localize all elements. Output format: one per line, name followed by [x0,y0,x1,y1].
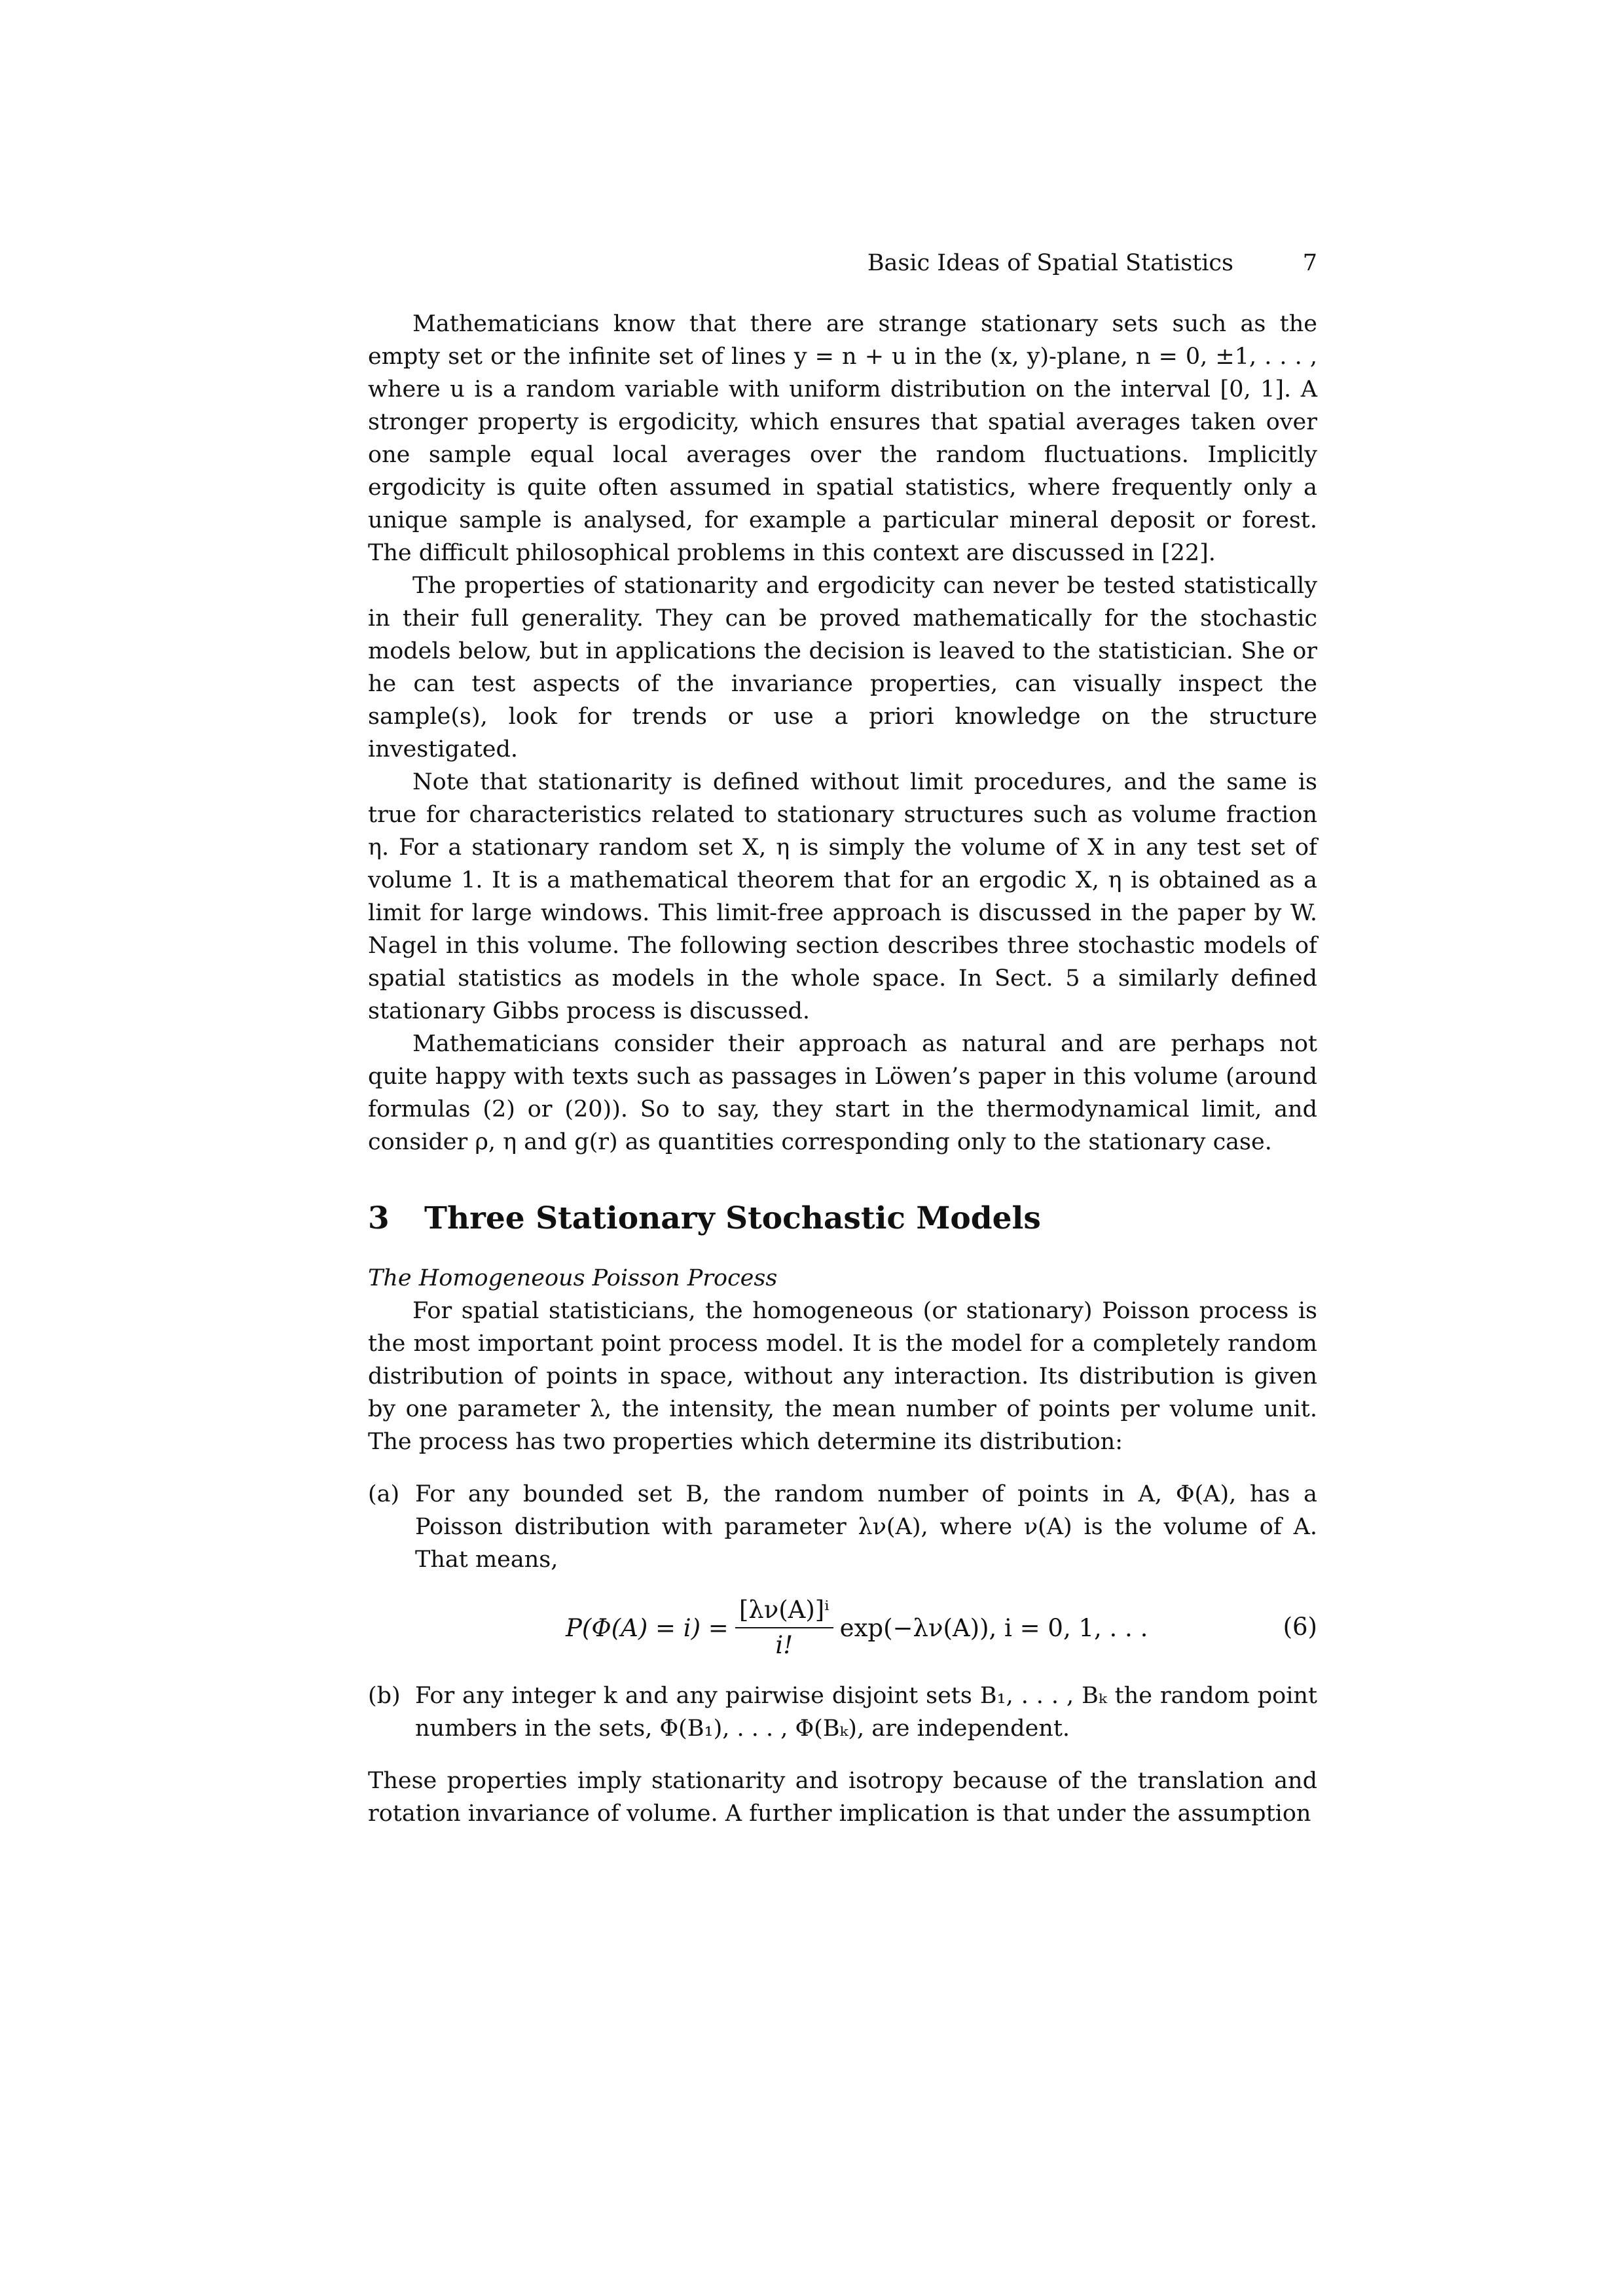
body-text [368,308,1317,1158]
list-item [368,1679,1317,1745]
final-paragraph: These properties imply stationarity and isotropy because of the translation and rotation invariance of volume. A further implication is that under the assumption [368,1768,1317,1827]
paragraph: Mathematicians consider their approach as natural and are perhaps not quite happy with texts such as passages in Löwen’s paper in this volume (around formulas (2) or (20)). So to say, they start in the thermodynamical limit, and consider ρ, η and g(r) as quantities corresponding only to the stationary case. [368,1031,1317,1155]
equation-number: (6) [1283,1613,1317,1641]
equation [566,1596,1148,1660]
intro-paragraph: For spatial statisticians, the homogeneous (or stationary) Poisson process is the most important point process model. It is the model for a completely random distribution of points in space, without any interaction. Its distribution is given by one parameter λ, the intensity, the mean number of points per volume unit. The process has two properties which determine its distribution: [368,1298,1317,1455]
equation-denominator: i! [775,1631,793,1659]
page-number: 7 [1302,250,1317,276]
list-item-label: (a) [368,1481,400,1507]
section-heading [368,1199,1317,1238]
list-item-text: For any bounded set B, the random number of points in A, Φ(A), has a Poisson distribution with parameter λν(A), where ν(A) is the volume of A. That means, [415,1481,1317,1573]
running-title: Basic Ideas of Spatial Statistics [867,250,1233,276]
page [368,243,1317,1830]
property-list [368,1478,1317,1745]
list-item-label: (b) [368,1683,401,1709]
subsection-title: The Homogeneous Poisson Process [368,1265,778,1291]
list-item-text: For any integer k and any pairwise disjoint sets B₁, . . . , Bₖ the random point numbers in the sets, Φ(B₁), . . . , Φ(Bₖ), are independent. [415,1683,1317,1742]
equation-lhs: P(Φ(A) = i) = [566,1613,729,1642]
equation-numerator: [λν(A)]ⁱ [735,1596,833,1628]
paragraph: The properties of stationarity and ergodicity can never be tested statistically in their full generality. They can be proved mathematically for the stochastic models below, but in applications the decision is leaved to the statistician. She or he can test aspects of the invariance properties, can visually inspect the sample(s), look for trends or use a priori knowledge on the structure investigated. [368,573,1317,762]
equation-rhs: exp(−λν(A)), i = 0, 1, . . . [839,1613,1148,1642]
list-item [368,1478,1317,1576]
section-title: Three Stationary Stochastic Models [424,1200,1041,1236]
equation-row [368,1589,1317,1668]
equation-fraction [735,1596,833,1660]
paragraph: Note that stationarity is defined without limit procedures, and the same is true for characteristics related to stationary structures such as volume fraction η. For a stationary random set X, η is simply the volume of X in any test set of volume 1. It is a mathematical theorem that for an ergodic X, η is obtained as a limit for large windows. This limit-free approach is discussed in the paper by W. Nagel in this volume. The following section describes three stochastic models of spatial statistics as models in the whole space. In Sect. 5 a similarly defined stationary Gibbs process is discussed. [368,769,1317,1024]
running-head [368,243,1317,283]
section-number: 3 [368,1200,390,1236]
paragraph: Mathematicians know that there are strange stationary sets such as the empty set or the infinite set of lines y = n + u in the (x, y)-plane, n = 0, ±1, . . . , where u is a random variable with uniform distribution on the interval [0, 1]. A stronger property is ergodicity, which ensures that spatial averages taken over one sample equal local averages over the random fluctuations. Implicitly ergodicity is quite often assumed in spatial statistics, where frequently only a unique sample is analysed, for example a particular mineral deposit or forest. The difficult philosophical problems in this context are discussed in [22]. [368,311,1317,566]
